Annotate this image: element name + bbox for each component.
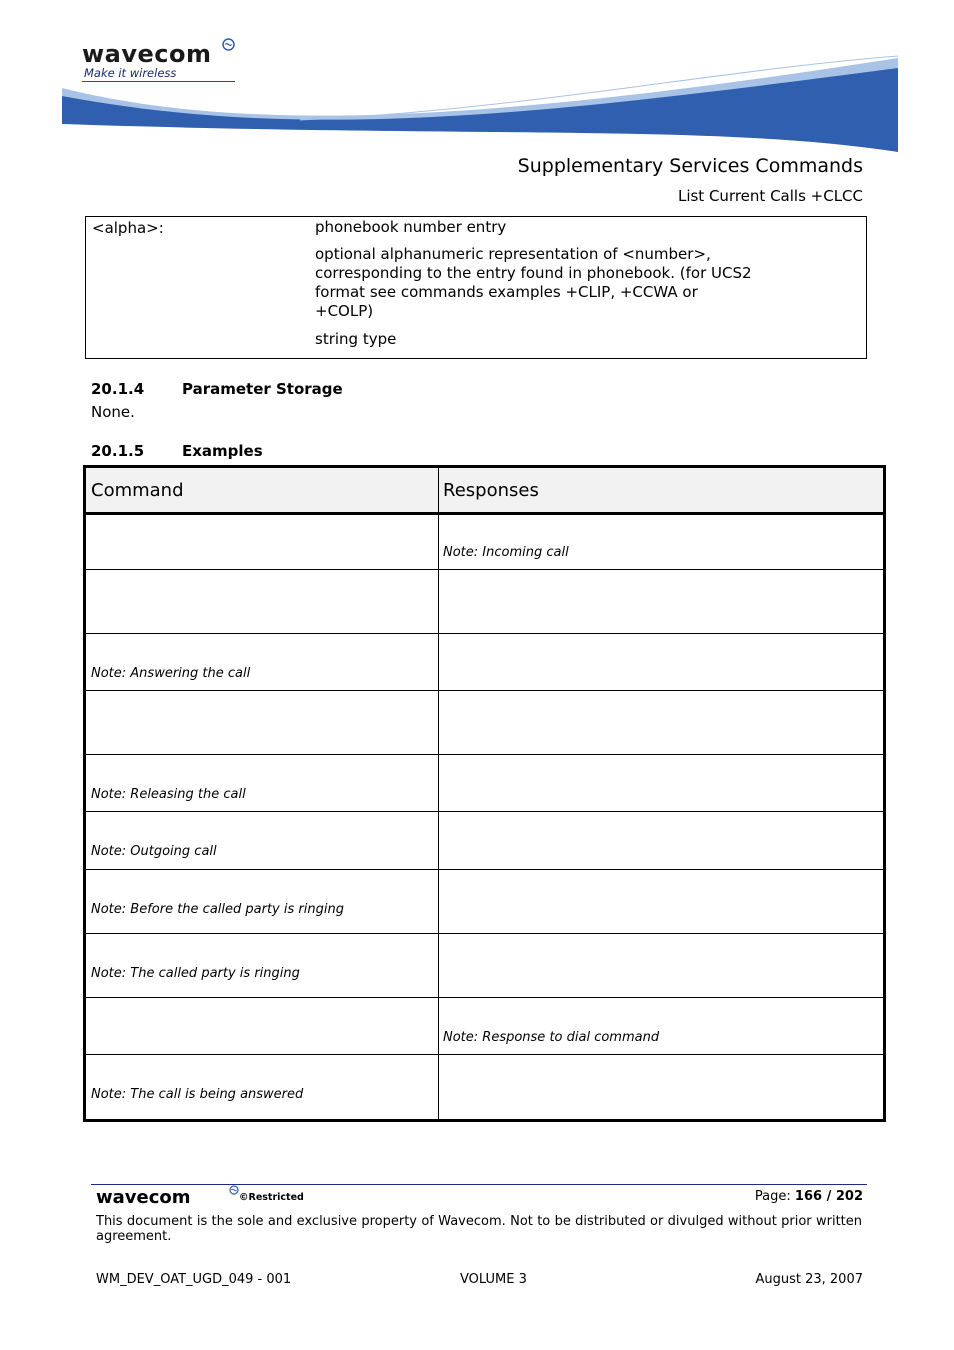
row-divider (86, 869, 883, 870)
command-note: Note: Before the called party is ringing (91, 902, 344, 917)
header-responses: Responses (443, 480, 539, 501)
wavecom-logo: wavecom (82, 40, 212, 68)
storage-text: None. (91, 403, 135, 421)
footer-rule (91, 1184, 867, 1185)
command-note: Note: Releasing the call (91, 787, 246, 802)
footer-logo-swirl-icon (229, 1185, 239, 1195)
row-divider (86, 811, 883, 812)
section-title: Supplementary Services Commands (517, 155, 863, 177)
storage-heading (91, 380, 343, 398)
examples-table (83, 465, 886, 1122)
legal-notice: This document is the sole and exclusive property of Wavecom. Not to be distributed or divulged without prior written agreement. (96, 1214, 862, 1244)
header-swoosh (0, 0, 954, 160)
examples-heading-number: 20.1.5 (91, 442, 145, 460)
page-prefix: Page: (754, 1189, 795, 1204)
row-divider (86, 754, 883, 755)
parameter-description-line: string type (315, 330, 397, 348)
page-total: 202 (835, 1189, 863, 1204)
storage-heading-title: Parameter Storage (182, 380, 343, 398)
command-note: Note: The call is being answered (91, 1087, 304, 1102)
row-divider (86, 690, 883, 691)
column-divider (438, 468, 439, 1119)
examples-heading-title: Examples (182, 442, 263, 460)
parameter-description-line: +COLP) (315, 302, 374, 320)
document-date: August 23, 2007 (755, 1272, 863, 1287)
row-divider (86, 1054, 883, 1055)
page-current: 166 (794, 1189, 823, 1204)
row-divider (86, 933, 883, 934)
header-command: Command (91, 480, 184, 501)
page-separator: / (822, 1189, 836, 1204)
command-note: Note: The called party is ringing (91, 966, 300, 981)
parameter-description-line: phonebook number entry (315, 218, 507, 236)
parameter-table (85, 216, 867, 359)
subsection-title: List Current Calls +CLCC (677, 187, 863, 205)
table-header-row (86, 468, 883, 515)
parameter-description-line: optional alphanumeric representation of <number>, (315, 245, 711, 263)
footer-wavecom-logo: wavecom (96, 1187, 191, 1208)
row-divider (86, 569, 883, 570)
parameter-name: <alpha>: (92, 219, 164, 237)
command-note: Note: Answering the call (91, 666, 251, 681)
document-reference: WM_DEV_OAT_UGD_049 - 001 (96, 1272, 292, 1287)
volume-label: VOLUME 3 (460, 1272, 527, 1287)
response-note: Note: Incoming call (443, 545, 569, 560)
parameter-description-line: corresponding to the entry found in phonebook. (for UCS2 (315, 264, 752, 282)
row-divider (86, 997, 883, 998)
logo-swirl-icon (222, 38, 235, 51)
logo-tagline: Make it wireless (84, 66, 177, 80)
page-number (755, 1189, 863, 1204)
examples-heading (91, 442, 263, 460)
parameter-description-line: format see commands examples +CLIP, +CCWA or (315, 283, 698, 301)
command-note: Note: Outgoing call (91, 844, 217, 859)
tagline-rule (82, 81, 235, 82)
storage-heading-number: 20.1.4 (91, 380, 145, 398)
response-note: Note: Response to dial command (443, 1030, 660, 1045)
restricted-label: ©Restricted (239, 1192, 304, 1203)
row-divider (86, 633, 883, 634)
